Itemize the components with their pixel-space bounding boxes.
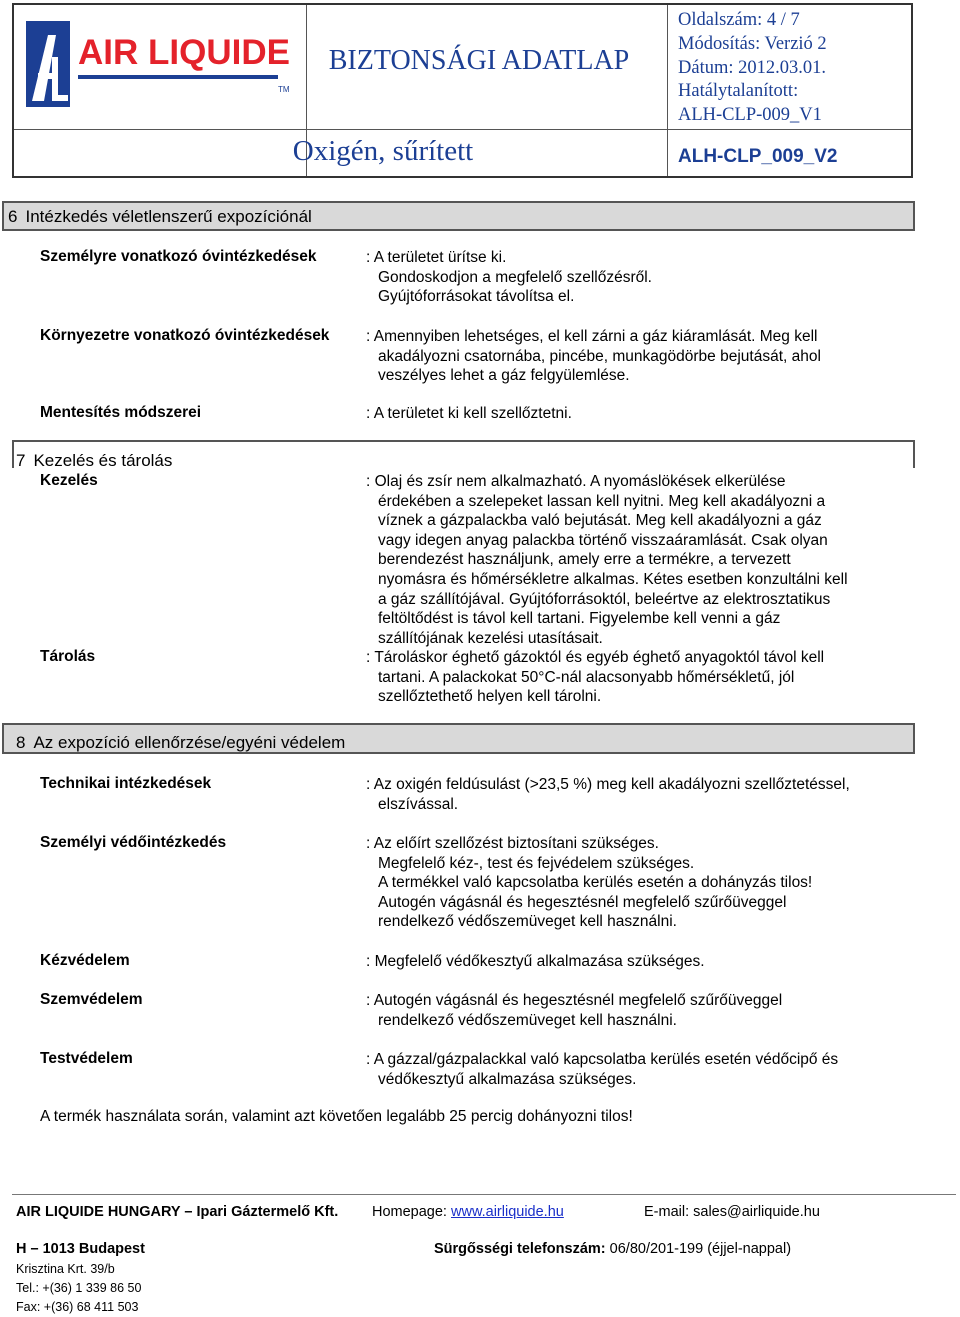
value-line: : A gázzal/gázpalackkal való kapcsolatba kerülés esetén védőcipő és [366,1051,839,1068]
item-label: Környezetre vonatkozó óvintézkedések [40,327,330,344]
section-number: 6 [8,207,18,226]
value-line: veszélyes lehet a gáz felgyülemlése. [378,367,630,385]
footer-company [16,1204,338,1220]
value-line: Megfelelő kéz-, test és fejvédelem szükséges. [378,854,695,872]
item-value [366,775,926,814]
section-7-header [12,440,915,468]
section-number: 7 [16,451,26,470]
value-line: feltöltődést is távol kell tartani. Figyelembe kell venni a gáz [378,610,781,628]
company-name: AIR LIQUIDE HUNGARY – Ipari Gáztermelő Kft. [16,1204,339,1220]
value-line: : Megfelelő védőkesztyű alkalmazása szükséges. [366,953,705,970]
value-line: nyomásra és hőmérsékletre alkalmas. Kétes esetben konzultálni kell [378,570,848,588]
item-label: Személyi védőintézkedés [40,834,227,851]
item-value [366,991,926,1030]
value-line: Autogén vágásnál és hegesztésnél megfelelő szűrőüveggel [378,893,787,911]
item-label: Kezelés [40,472,98,489]
emergency-label: Sürgősségi telefonszám: [434,1241,606,1257]
homepage-label: Homepage: [372,1204,447,1220]
footer-city [16,1241,145,1257]
air-liquide-logo [24,11,300,121]
value-line: : A területet ürítse ki. [366,249,507,266]
section-title: Kezelés és tárolás [33,451,173,470]
document-meta [678,9,827,128]
item-value [366,648,926,707]
item-label: Személyre vonatkozó óvintézkedések [40,248,317,265]
item-label: Testvédelem [40,1050,133,1067]
item-label: Tárolás [40,648,96,665]
item-value [366,248,926,307]
section-number: 8 [16,733,26,752]
value-line: : Az előírt szellőzést biztosítani szükséges. [366,835,659,852]
value-line: : Tároláskor éghető gázoktól és egyéb éghető anyagoktól távol kell [366,649,825,666]
page-number: Oldalszám: 4 / 7 [678,10,800,30]
value-line: vagy idegen anyag palackba történő visszaáramlását. Csak olyan [378,531,828,549]
logo-wordmark: AIR LIQUIDE [78,33,290,72]
footer-divider [12,1194,956,1195]
obsoletes-code: ALH-CLP-009_V1 [678,105,822,126]
item-label: Mentesítés módszerei [40,404,202,421]
date: Dátum: 2012.03.01. [678,57,826,78]
section-6-header [2,201,915,231]
value-line: rendelkező védőszemüveget kell használni. [378,1011,677,1029]
value-line: akadályozni csatornába, pincébe, munkagödörbe bejutását, ahol [378,347,821,365]
footer-tel: Tel.: +(36) 1 339 86 50 [16,1281,142,1295]
item-label: Kézvédelem [40,952,130,969]
footer-emergency [434,1241,791,1257]
document-header [12,3,913,178]
value-line: : Az oxigén feldúsulást (>23,5 %) meg kell akadályozni szellőztetéssel, [366,776,850,793]
value-line: Gyújtóforrásokat távolítsa el. [378,288,575,306]
value-line: tartani. A palackokat 50°C-nál alacsonyabb hőmérsékletű, jól [378,668,795,686]
value-line: védőkesztyű alkalmazása szükséges. [378,1070,637,1088]
footer-street: Krisztina Krt. 39/b [16,1262,115,1276]
value-line: berendezést használjunk, amely erre a termékre, a tervezett [378,551,791,569]
homepage-link[interactable]: www.airliquide.hu [451,1204,564,1220]
revision: Módosítás: Verzió 2 [678,33,827,54]
item-value [366,472,926,648]
item-value [366,1050,926,1089]
logo-trademark: TM [278,85,290,94]
item-value [366,834,926,932]
product-name: Oxigén, sűrített [292,135,474,167]
value-line: rendelkező védőszemüveget kell használni. [378,913,677,931]
value-line: víznek a gázpalackba való bejutását. Meg kell akadályozni a gáz [378,512,822,530]
footer-fax: Fax: +(36) 68 411 503 [16,1300,139,1314]
section-title: Az expozíció ellenőrzése/egyéni védelem [33,733,346,752]
value-line: A termékkel való kapcsolatba kerülés esetén a dohányzás tilos! [378,874,813,892]
value-line: Gondoskodjon a megfelelő szellőzésről. [378,268,652,286]
value-line: érdekében a szelepeket lassan kell nyitni. Meg kell akadályozni a [378,492,826,510]
item-value [366,327,926,386]
city-text: H – 1013 Budapest [16,1241,145,1257]
document-code: ALH-CLP_009_V2 [678,146,838,167]
section-8-header [2,723,915,754]
emergency-number: 06/80/201-199 (éjjel-nappal) [609,1241,792,1257]
footer-homepage [372,1204,564,1220]
item-label: Szemvédelem [40,991,143,1008]
value-line: : Amennyiben lehetséges, el kell zárni a gáz kiáramlását. Meg kell [366,328,818,345]
value-line: a gáz szállítójával. Gyújtóforrásoktól, beleértve az elektrosztatikus [378,590,831,608]
document-title: BIZTONSÁGI ADATLAP [328,45,630,76]
value-line: : Autogén vágásnál és hegesztésnél megfelelő szűrőüveggel [366,992,783,1009]
smoking-note: A termék használata során, valamint azt követően legalább 25 percig dohányozni tilos! [40,1108,633,1125]
value-line: : A területet ki kell szellőztetni. [366,405,572,422]
footer-email: E-mail: sales@airliquide.hu [644,1204,820,1220]
value-line: szállítójának kezelési utasításait. [378,629,603,647]
obsoletes-label: Hatálytalanított: [678,81,799,102]
item-value [366,404,926,424]
item-value [366,952,926,972]
value-line: elszívással. [378,795,459,813]
section-title: Intézkedés véletlenszerű expozíciónál [25,207,312,226]
item-label: Technikai intézkedések [40,775,212,792]
value-line: szellőztethető helyen kell tárolni. [378,688,602,706]
value-line: : Olaj és zsír nem alkalmazható. A nyomáslökések elkerülése [366,473,786,490]
